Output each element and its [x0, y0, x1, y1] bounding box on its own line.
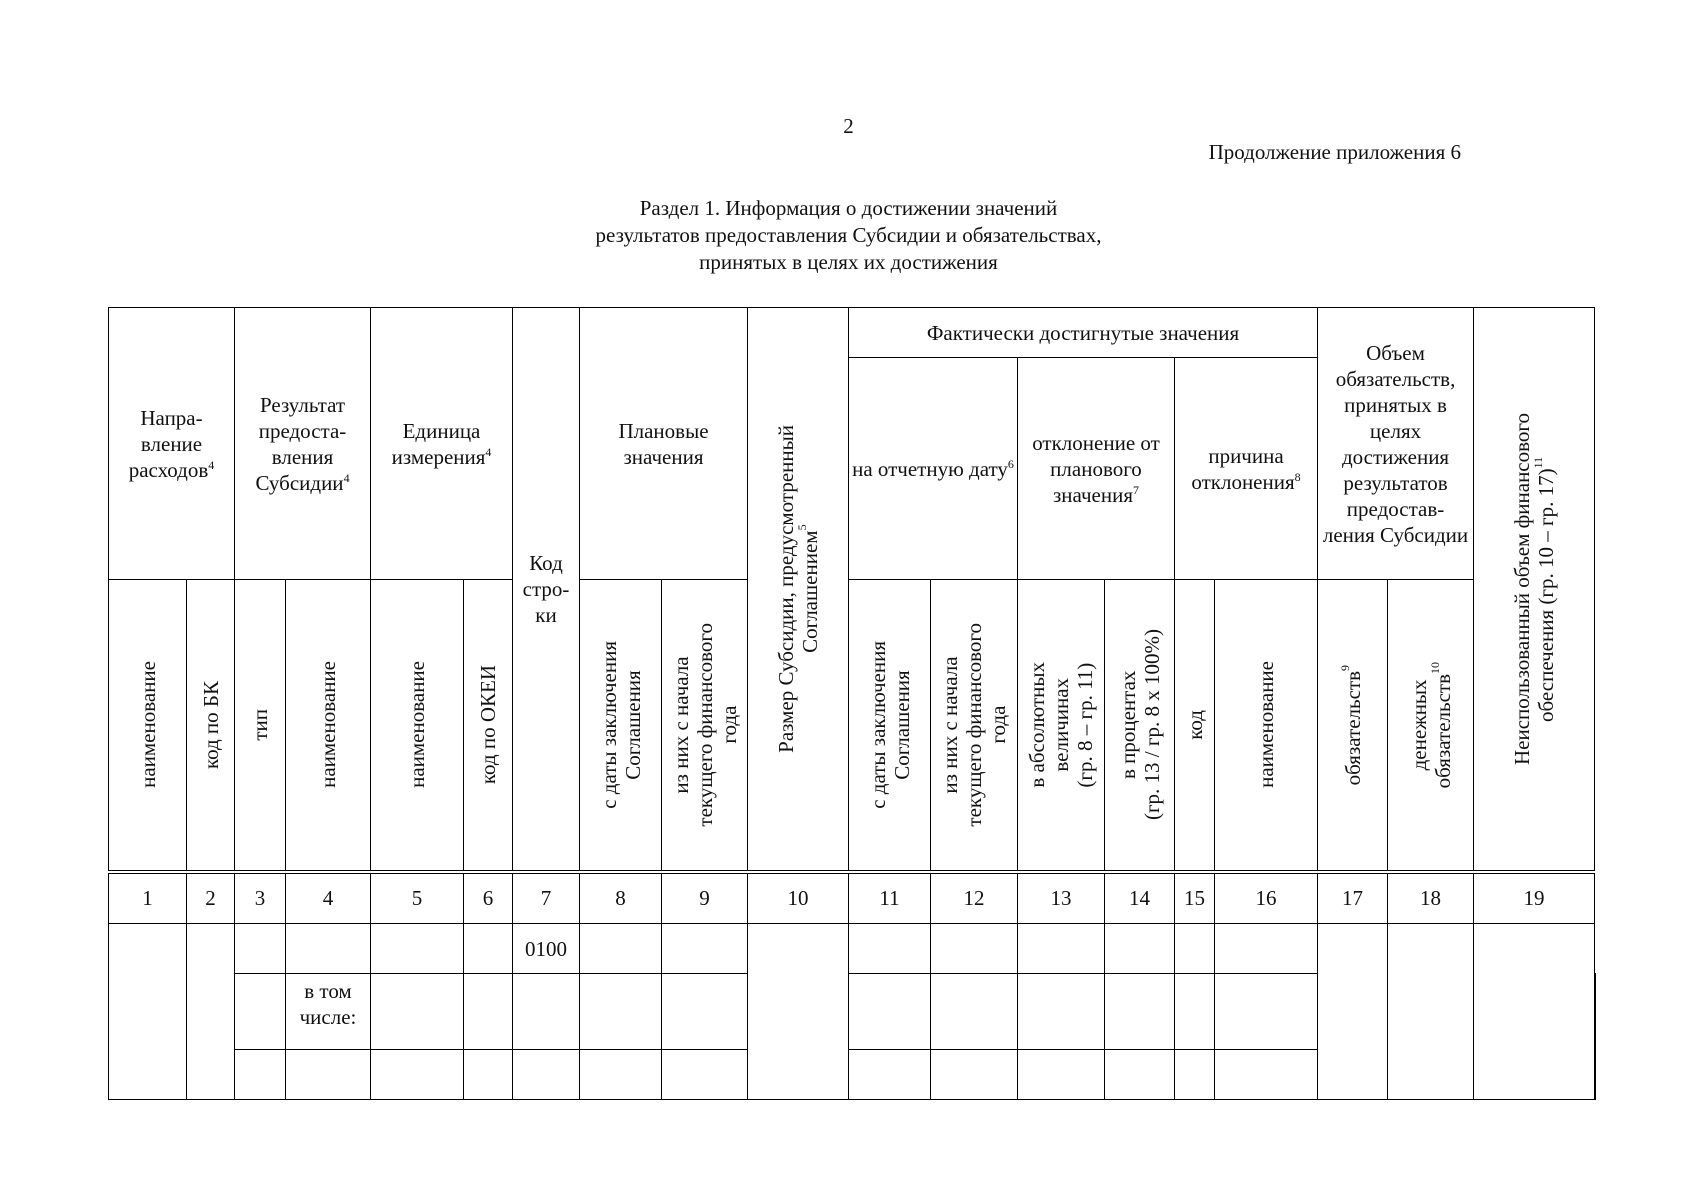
column-number: 14 [1105, 872, 1175, 924]
column-number: 7 [513, 872, 580, 924]
data-cell [1175, 974, 1215, 1050]
sub-iz-nih-plan: из них с начала текущего финансового года [662, 580, 748, 872]
column-number: 17 [1318, 872, 1388, 924]
sub-naimenovanie: наименование [109, 580, 187, 872]
data-cell [286, 1050, 371, 1100]
data-cell [371, 1050, 464, 1100]
header-otklonenie: отклонение от планового значения$^7$ [1018, 358, 1175, 580]
data-cell [849, 974, 931, 1050]
appendix-label: Продолжение приложения 6 [1208, 140, 1461, 164]
data-cell [580, 924, 662, 974]
row-code-cell: 0100 [513, 924, 580, 974]
data-cell [1595, 974, 1596, 1050]
data-cell [931, 924, 1018, 974]
data-cell [235, 924, 286, 974]
header-prichina: причина отклонения$^8$ [1175, 358, 1318, 580]
data-cell [748, 924, 849, 1100]
column-number: 13 [1018, 872, 1105, 924]
sub-kod: код [1175, 580, 1215, 872]
sub-iz-nih-fact: из них с начала текущего финансового года [931, 580, 1018, 872]
header-planovye: Плановые значения [580, 308, 748, 580]
sub-naimenovanie: наименование [1215, 580, 1318, 872]
data-cell [662, 1050, 748, 1100]
data-cell [109, 924, 187, 1100]
header-rezultat: Результат предоста- вления Субсидии$^4$ [235, 308, 371, 580]
column-number: 16 [1215, 872, 1318, 924]
title-line: Раздел 1. Информация о достижении значений [639, 196, 1058, 220]
data-cell [1215, 1050, 1318, 1100]
header-kod-stroki: Код стро- ки [513, 308, 580, 872]
data-cell [1105, 974, 1175, 1050]
data-cell [849, 924, 931, 974]
data-cell [662, 924, 748, 974]
data-cell [371, 924, 464, 974]
sub-naimenovanie: наименование [286, 580, 371, 872]
column-number: 1 [109, 872, 187, 924]
data-cell [513, 1050, 580, 1100]
column-number: 9 [662, 872, 748, 924]
header-napravlenie: Напра- вление расходов$^4$ [109, 308, 235, 580]
data-cell [464, 924, 513, 974]
column-number: 15 [1175, 872, 1215, 924]
column-number: 18 [1388, 872, 1474, 924]
header-fakticheski: Фактически достигнутые значения [849, 308, 1318, 358]
column-number: 11 [849, 872, 931, 924]
data-cell [1105, 1050, 1175, 1100]
column-number: 4 [286, 872, 371, 924]
data-cell [1105, 924, 1175, 974]
data-cell [464, 1050, 513, 1100]
data-cell [1388, 924, 1474, 1100]
column-number: 19 [1474, 872, 1595, 924]
data-cell [580, 974, 662, 1050]
sub-s-daty-plan: с даты заключения Соглашения [580, 580, 662, 872]
data-cell [849, 1050, 931, 1100]
data-cell [580, 1050, 662, 1100]
sub-s-daty-fact: с даты заключения Соглашения [849, 580, 931, 872]
data-cell [371, 974, 464, 1050]
column-number: 10 [748, 872, 849, 924]
data-cell [1474, 924, 1595, 1100]
data-cell [1175, 1050, 1215, 1100]
data-cell [1595, 1050, 1596, 1100]
sub-absolyut: в абсолютных величинах (гр. 8 – гр. 11) [1018, 580, 1105, 872]
sub-obyazatelstv: обязательств$^9$ [1318, 580, 1388, 872]
data-cell [1018, 1050, 1105, 1100]
header-neispolzovanny: Неиспользованный объем финансового обеспечения (гр. 10 – гр. 17)$^{11}$ [1474, 308, 1595, 872]
column-number: 12 [931, 872, 1018, 924]
data-cell [1215, 924, 1318, 974]
data-cell [235, 974, 286, 1050]
data-cell [464, 974, 513, 1050]
v-tom-chisle-label: в том числе: [286, 974, 371, 1050]
data-cell [931, 974, 1018, 1050]
column-number: 5 [371, 872, 464, 924]
data-cell [1215, 974, 1318, 1050]
column-number: 6 [464, 872, 513, 924]
data-cell [931, 1050, 1018, 1100]
sub-kod-bk: код по БК [187, 580, 235, 872]
sub-protsent: в процентах (гр. 13 / гр. 8 х 100%) [1105, 580, 1175, 872]
data-cell [286, 924, 371, 974]
data-cell [1018, 974, 1105, 1050]
title-line: принятых в целях их достижения [699, 250, 998, 274]
data-cell [235, 1050, 286, 1100]
column-number: 3 [235, 872, 286, 924]
sub-denezhnyh: денежных обязательств$^{10}$ [1388, 580, 1474, 872]
data-cell [513, 974, 580, 1050]
sub-kod-okei: код по ОКЕИ [464, 580, 513, 872]
sub-naimenovanie: наименование [371, 580, 464, 872]
data-cell [662, 974, 748, 1050]
header-razmer-subsidii: Размер Субсидии, предусмотренный Соглашением$^5$ [748, 308, 849, 872]
sub-tip: тип [235, 580, 286, 872]
header-otchetnaya-data: на отчетную дату$^6$ [849, 358, 1018, 580]
page-number: 2 [843, 114, 854, 138]
header-obem-obyazatelstv: Объем обязательств, принятых в целях достижения результатов предостав- ления Субсидии [1318, 308, 1474, 580]
data-cell [187, 924, 235, 1100]
report-table [108, 307, 1596, 1100]
data-cell [1018, 924, 1105, 974]
column-number: 8 [580, 872, 662, 924]
title-line: результатов предоставления Субсидии и обязательствах, [595, 223, 1102, 247]
header-edinitsa: Единица измерения$^4$ [371, 308, 513, 580]
data-cell [1175, 924, 1215, 974]
data-cell [1318, 924, 1388, 1100]
column-number: 2 [187, 872, 235, 924]
section-title [0, 195, 1697, 276]
